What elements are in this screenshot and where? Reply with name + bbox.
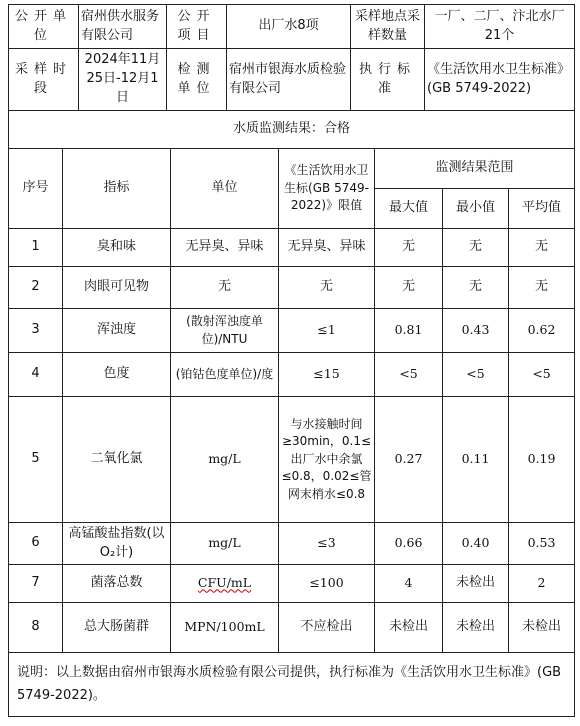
- row-no: 7: [9, 565, 63, 603]
- row-limit: ≤1: [279, 309, 375, 353]
- row-avg: 0.53: [509, 523, 575, 565]
- result-title: 水质监测结果：合格: [9, 111, 575, 149]
- row-limit: 不应检出: [279, 603, 375, 653]
- col-range: 监测结果范围: [375, 149, 575, 189]
- row-max: 0.66: [375, 523, 443, 565]
- row-min: 无: [443, 229, 509, 267]
- col-indicator: 指标: [63, 149, 171, 229]
- lab-label: 检测单位: [167, 49, 227, 111]
- row-indicator: 二氧化氯: [63, 397, 171, 523]
- col-limit: 《生活饮用水卫生标(GB 5749-2022)》限值: [279, 149, 375, 229]
- site-label: 采样地点采样数量: [351, 5, 425, 49]
- row-max: 0.81: [375, 309, 443, 353]
- row-min: 0.11: [443, 397, 509, 523]
- col-no: 序号: [9, 149, 63, 229]
- std-value: 《生活饮用水卫生标准》(GB 5749-2022): [425, 49, 575, 111]
- footnote: 说明：以上数据由宿州市银海水质检验有限公司提供，执行标准为《生活饮用水卫生标准》(GB 5749-2022)。: [9, 653, 575, 717]
- row-indicator: 肉眼可见物: [63, 267, 171, 309]
- row-max: 无: [375, 267, 443, 309]
- row-unit: MPN/100mL: [171, 603, 279, 653]
- table-row: [9, 309, 575, 353]
- row-unit: mg/L: [171, 523, 279, 565]
- results-table: [8, 110, 575, 717]
- row-unit: (散射浑浊度单位)/NTU: [171, 309, 279, 353]
- row-no: 2: [9, 267, 63, 309]
- table-row: [9, 353, 575, 397]
- row-max: 无: [375, 229, 443, 267]
- row-indicator: 臭和味: [63, 229, 171, 267]
- row-indicator: 总大肠菌群: [63, 603, 171, 653]
- col-unit: 单位: [171, 149, 279, 229]
- std-label: 执行标准: [351, 49, 425, 111]
- table-row: [9, 267, 575, 309]
- row-indicator: 菌落总数: [63, 565, 171, 603]
- row-indicator: 高锰酸盐指数(以O₂计): [63, 523, 171, 565]
- table-row: [9, 565, 575, 603]
- row-limit: ≤15: [279, 353, 375, 397]
- row-max: <5: [375, 353, 443, 397]
- row-no: 1: [9, 229, 63, 267]
- row-min: 0.43: [443, 309, 509, 353]
- row-no: 3: [9, 309, 63, 353]
- row-unit: mg/L: [171, 397, 279, 523]
- row-no: 4: [9, 353, 63, 397]
- row-min: 无: [443, 267, 509, 309]
- row-avg: 2: [509, 565, 575, 603]
- row-limit: 与水接触时间≥30min，0.1≤出厂水中余氯≤0.8，0.02≤管网末梢水≤0.8: [279, 397, 375, 523]
- row-unit: CFU/mL: [171, 565, 279, 603]
- lab-value: 宿州市银海水质检验有限公司: [227, 49, 351, 111]
- table-row: [9, 229, 575, 267]
- row-avg: 未检出: [509, 603, 575, 653]
- table-row: [9, 397, 575, 523]
- row-avg: 0.62: [509, 309, 575, 353]
- row-unit: 无异臭、异味: [171, 229, 279, 267]
- row-min: 0.40: [443, 523, 509, 565]
- col-min: 最小值: [443, 189, 509, 229]
- col-max: 最大值: [375, 189, 443, 229]
- row-max: 4: [375, 565, 443, 603]
- item-label: 公开项目: [167, 5, 227, 49]
- row-max: 未检出: [375, 603, 443, 653]
- row-avg: 无: [509, 229, 575, 267]
- item-value: 出厂水8项: [227, 5, 351, 49]
- row-limit: 无: [279, 267, 375, 309]
- row-indicator: 浑浊度: [63, 309, 171, 353]
- info-table: [8, 4, 575, 111]
- row-avg: 无: [509, 267, 575, 309]
- row-max: 0.27: [375, 397, 443, 523]
- row-no: 8: [9, 603, 63, 653]
- time-label: 采样时段: [9, 49, 79, 111]
- row-indicator: 色度: [63, 353, 171, 397]
- unit-value: 宿州供水服务有限公司: [79, 5, 167, 49]
- table-row: [9, 523, 575, 565]
- row-avg: 0.19: [509, 397, 575, 523]
- row-limit: ≤3: [279, 523, 375, 565]
- row-unit: 无: [171, 267, 279, 309]
- row-avg: <5: [509, 353, 575, 397]
- row-unit: (铂钴色度单位)/度: [171, 353, 279, 397]
- site-value: 一厂、二厂、汴北水厂 21个: [425, 5, 575, 49]
- row-limit: 无异臭、异味: [279, 229, 375, 267]
- row-no: 5: [9, 397, 63, 523]
- unit-label: 公开单位: [9, 5, 79, 49]
- row-limit: ≤100: [279, 565, 375, 603]
- row-min: 未检出: [443, 603, 509, 653]
- row-no: 6: [9, 523, 63, 565]
- col-avg: 平均值: [509, 189, 575, 229]
- time-value: 2024年11月25日-12月1日: [79, 49, 167, 111]
- row-min: <5: [443, 353, 509, 397]
- row-min: 未检出: [443, 565, 509, 603]
- table-row: [9, 603, 575, 653]
